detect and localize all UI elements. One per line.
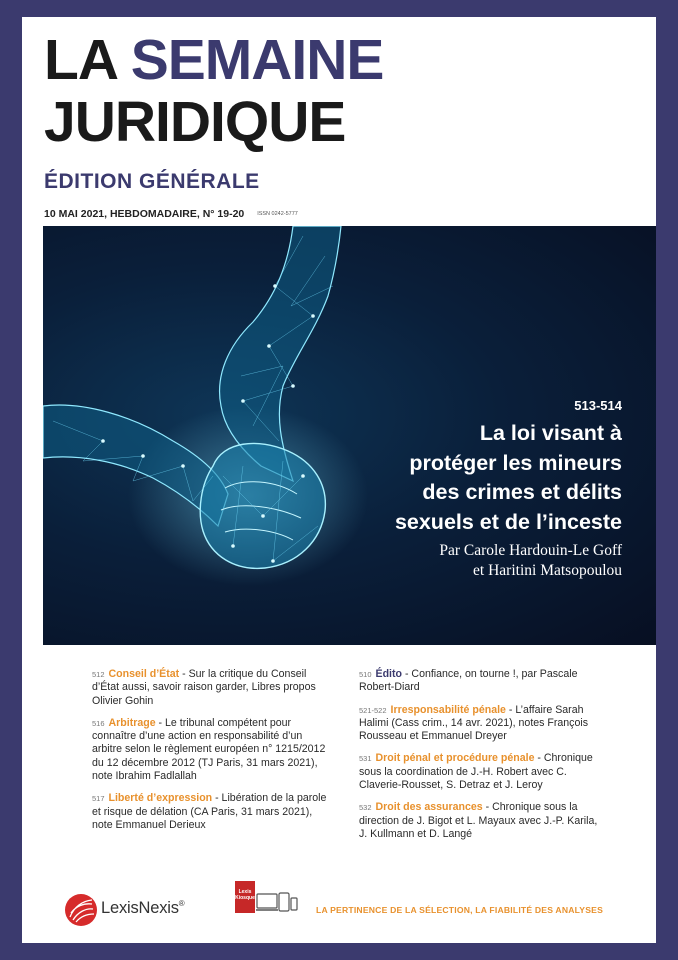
entry-topic: Liberté d’expression: [108, 792, 213, 805]
lexisnexis-knight-icon: [64, 893, 98, 927]
masthead-title-la: LA: [44, 28, 116, 92]
entry-number: 532: [359, 803, 372, 813]
contents-entry: [92, 717, 332, 783]
kiosk-line: Lexis: [238, 889, 252, 895]
entry-topic: Droit pénal et procédure pénale: [375, 752, 535, 765]
entry-text: - Chronique sous la coordination de J.-H. Robert avec C. Claverie-Rousset, S. Detraz et J. Leroy: [359, 752, 593, 792]
cover-story-title: [395, 419, 622, 537]
trademark: ®: [178, 899, 185, 908]
entry-number: 531: [359, 754, 372, 764]
masthead-title-semaine: SEMAINE: [130, 28, 384, 92]
cover-title-line: sexuels et de l’inceste: [394, 509, 622, 534]
cover-story-authors: [395, 541, 622, 581]
masthead-title-line1: [44, 28, 383, 92]
entry-text: - Sur la critique du Conseil d’État aussi, savoir raison garder, Libres propos Olivier Gohin: [92, 668, 316, 707]
brand-name: LexisNexis: [101, 899, 179, 917]
author-line: Par Carole Hardouin-Le Goff: [439, 542, 622, 559]
entry-text: - Confiance, on tourne !, par Pascale Robert-Diard: [359, 668, 578, 694]
entry-topic: Arbitrage: [108, 716, 156, 729]
contents-entry: [359, 752, 599, 792]
entry-topic: Droit des assurances: [375, 801, 483, 814]
cover-title-line: protéger les mineurs: [409, 450, 622, 475]
entry-number: 510: [359, 670, 372, 679]
issue-date: 10 MAI 2021, HEBDOMADAIRE, N° 19-20: [44, 208, 245, 220]
cover-illustration: [43, 226, 656, 645]
footer-slogan: LA PERTINENCE DE LA SÉLECTION, LA FIABILITÉ DES ANALYSES: [316, 905, 604, 915]
entry-number: 521-522: [359, 705, 387, 715]
cover-title-line: La loi visant à: [479, 421, 622, 445]
contents-entry: [359, 801, 599, 841]
cover-title-line: des crimes et délits: [422, 480, 622, 504]
cover-story: [395, 398, 622, 581]
entry-topic: Irresponsabilité pénale: [390, 703, 506, 716]
entry-number: 516: [92, 718, 105, 728]
entry-topic: Conseil d’État: [108, 668, 180, 680]
edition-label: ÉDITION GÉNÉRALE: [44, 170, 260, 193]
issn: ISSN 0242-5777: [257, 211, 298, 218]
contents-entry: [92, 792, 332, 832]
entry-number: 512: [92, 670, 105, 679]
contents-entry: [92, 668, 332, 708]
author-line: et Haritini Matsopoulou: [473, 562, 622, 579]
cover-story-number: 513-514: [574, 398, 622, 413]
lexis-kiosque-badge: [235, 881, 255, 913]
entry-number: 517: [92, 794, 105, 804]
contents-entry: [359, 668, 599, 695]
lexisnexis-brand: [101, 899, 184, 918]
entry-topic: Édito: [375, 668, 402, 680]
entry-text: - Chronique sous la direction de J. Bigot et L. Mayaux avec J.-P. Karila, J. Kullmann et D. Langé: [359, 801, 598, 840]
entry-text: - Le tribunal compétent pour connaître d’une action en responsabilité d’un arbitre selon le règlement européen n° 1215/2012 du 12 décembre 2012 (TJ Paris, 31 mars 2021), note Ibrahim Fadlallah: [92, 716, 326, 783]
contents-left-column: [92, 668, 332, 841]
entry-text: - Libération de la parole et risque de délation (CA Paris, 31 mars 2021), note Emmanuel Derieux: [92, 792, 327, 831]
dateline: [44, 208, 298, 220]
masthead-title-line2: JURIDIQUE: [44, 90, 346, 154]
contents-entry: [359, 704, 599, 744]
entry-text: - L’affaire Sarah Halimi (Cass crim., 14 avr. 2021), notes François Rousseau et Emmanuel Dreyer: [359, 703, 589, 743]
devices-icon: [256, 891, 298, 917]
kiosk-line: Kiosque: [235, 895, 255, 901]
contents-right-column: [359, 668, 599, 850]
